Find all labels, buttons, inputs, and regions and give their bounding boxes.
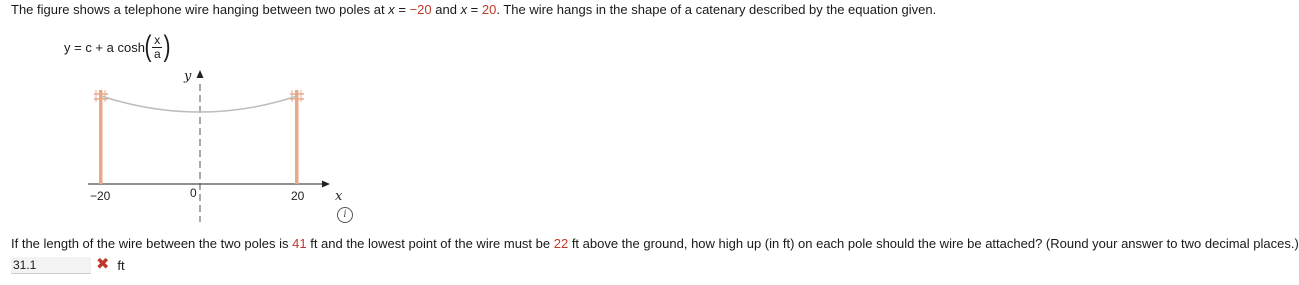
intro-equals: = xyxy=(394,2,410,17)
question-text-2: ft and the lowest point of the wire must be xyxy=(306,236,554,251)
y-axis-arrow xyxy=(197,70,204,78)
equation-close-paren: ) xyxy=(163,30,171,63)
equation-lhs: y = c + a cosh xyxy=(64,39,145,55)
right-pole xyxy=(290,90,304,184)
intro-x-variable: x xyxy=(388,2,395,17)
intro-equals: = xyxy=(467,2,482,17)
left-pole xyxy=(94,90,108,184)
answer-input[interactable] xyxy=(11,257,91,274)
right-pole-post xyxy=(295,90,299,184)
question-text-1: If the length of the wire between the two poles is xyxy=(11,236,293,251)
answer-unit: ft xyxy=(117,257,125,273)
tick-label-right: 20 xyxy=(291,189,305,203)
catenary-wire xyxy=(101,96,297,112)
fraction-numerator: x xyxy=(154,32,161,47)
intro-x-variable: x xyxy=(460,2,468,17)
y-axis-label: y xyxy=(184,69,192,84)
lowest-point-value: 22 xyxy=(553,236,569,251)
left-pole-post xyxy=(99,90,103,184)
intro-and: and xyxy=(431,2,461,17)
intro-text-1: The figure shows a telephone wire hanging between two poles at xyxy=(11,2,389,17)
intro-text-2: . The wire hangs in the shape of a catenary described by the equation given. xyxy=(496,2,937,17)
x-axis-arrow xyxy=(322,181,330,188)
answer-row xyxy=(0,255,125,275)
fraction-denominator: a xyxy=(153,46,161,61)
question-text xyxy=(11,236,1299,251)
wire-length-value: 41 xyxy=(292,236,307,251)
question-text-3: ft above the ground, how high up (in ft) on each pole should the wire be attached? (Round your answer to two decimal places.) xyxy=(568,236,1299,251)
info-icon[interactable]: i xyxy=(337,207,353,223)
x-axis-label: x xyxy=(335,189,343,204)
tick-label-origin: 0 xyxy=(190,186,197,200)
telephone-wire-figure xyxy=(0,0,400,232)
tick-label-left: −20 xyxy=(90,189,111,203)
equation-open-paren: ( xyxy=(144,30,152,63)
incorrect-x-icon: ✖ xyxy=(96,256,110,273)
intro-x-right-value: 20 xyxy=(481,2,497,17)
intro-x-left-value: −20 xyxy=(409,2,432,17)
